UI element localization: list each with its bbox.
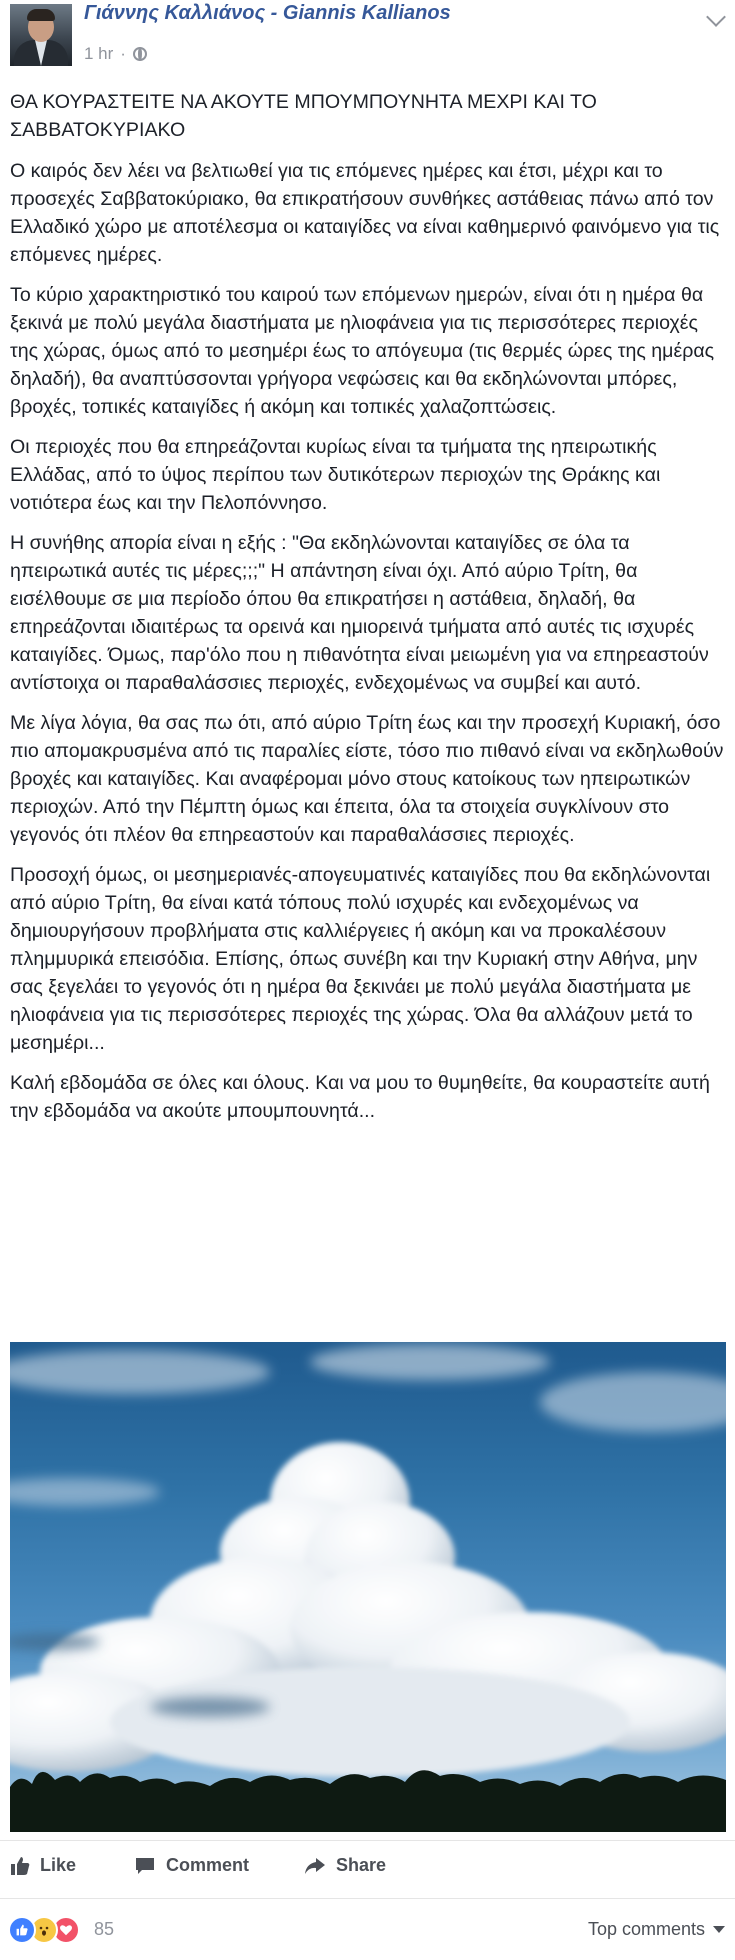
comment-icon: [134, 1856, 156, 1876]
post-paragraph: Οι περιοχές που θα επηρεάζονται κυρίως είναι τα τμήματα της ηπειρωτικής Ελλάδας, από το ύψος περίπου των δυτικότερων περιοχών της Θράκης και νοτιότερα έως και την Πελοπόννησο.: [10, 436, 661, 514]
reaction-count[interactable]: 85: [94, 1919, 115, 1939]
top-comments-dropdown[interactable]: [588, 1919, 725, 1940]
share-button[interactable]: [304, 1855, 386, 1876]
share-arrow-icon: [304, 1856, 326, 1876]
share-label: Share: [336, 1855, 387, 1875]
comment-label: Comment: [166, 1855, 250, 1875]
avatar[interactable]: [10, 4, 72, 66]
post-paragraph: Το κύριο χαρακτηριστικό του καιρού των επόμενων ημερών, είναι ότι η ημέρα θα ξεκινά με πολύ μεγάλα διαστήματα με ηλιοφάνεια για τις περισσότερες περιοχές της χώρας, όμως από το μεσημέρι έως το απόγευμα (τις θερμές ώρες της ημέρας δηλαδή), θα αναπτύσσονται γρήγορα νεφώσεις και θα εκδηλώνονται μπόρες, βροχές, τοπικές καταιγίδες ή ακόμη και τοπικές χαλαζοπτώσεις.: [10, 284, 715, 418]
post-photo[interactable]: [10, 1342, 726, 1832]
cloud-scene: [10, 1342, 726, 1832]
tree-line: [10, 1770, 726, 1832]
post-paragraph: Ο καιρός δεν λέει να βελτιωθεί για τις επόμενες ημέρες και έτσι, μέχρι και το προσεχές Σαββατοκύριακο, θα επικρατήσουν συνθήκες αστάθειας πάνω από τον Ελλαδικό χώρο με αποτέλεσμα οι καταιγίδες να είναι καθημερινό φαινόμενο για τις επόμενες ημέρες.: [10, 160, 720, 266]
reaction-icons[interactable]: [8, 1916, 74, 1944]
like-button[interactable]: [10, 1855, 76, 1876]
post-paragraph: Καλή εβδομάδα σε όλες και όλους. Και να μου το θυμηθείτε, θα κουραστείτε αυτή την εβδομάδα να ακούτε μπουμπουνητά...: [10, 1072, 710, 1122]
avatar-hair: [27, 9, 55, 21]
reactions-bar: [0, 1898, 735, 1960]
globe-icon[interactable]: [133, 47, 147, 61]
post-actions: [0, 1840, 735, 1899]
chevron-down-icon[interactable]: [706, 7, 726, 27]
top-comments-label: Top comments: [587, 1919, 705, 1939]
author-name[interactable]: Γιάννης Καλλιάνος - Giannis Kallianos: [84, 2, 451, 24]
like-reaction-icon: [8, 1916, 36, 1944]
post-body: [10, 88, 728, 1137]
comment-button[interactable]: [134, 1855, 249, 1876]
thumbs-up-icon: [10, 1856, 30, 1876]
post-time[interactable]: 1 hr: [84, 44, 114, 63]
meta-separator: ·: [120, 44, 126, 63]
post-meta: [84, 44, 147, 64]
post-paragraph: Η συνήθης απορία είναι η εξής : "Θα εκδηλώνονται καταιγίδες σε όλα τα ηπειρωτικά αυτές τις μέρες;;;" Η απάντηση είναι όχι. Από αύριο Τρίτη, θα εισέλθουμε σε μια περίοδο όπου θα επικρατήσει η αστάθεια, δηλαδή, θα επηρεάζονται ιδιαιτέρως τα ορεινά και ημιορεινά τμήματα από αυτές τις ισχυρές καταιγίδες. Όμως, παρ'όλο που η πιθανότητα είναι μειωμένη για να επηρεαστούν αντίστοιχα οι παραθαλάσσιες περιοχές, ενδεχομένως να συμβεί και αυτό.: [10, 532, 709, 694]
caret-down-icon: [713, 1926, 725, 1933]
post-paragraph: Με λίγα λόγια, θα σας πω ότι, από αύριο Τρίτη έως και την προσεχή Κυριακή, όσο πιο απομακρυσμένα από τις παραλίες είστε, τόσο πιο πιθανό είναι να εκδηλωθούν βροχές και καταιγίδες. Και αναφέρομαι μόνο στους κατοίκους των ηπειρωτικών περιοχών. Από την Πέμπτη όμως και έπειτα, όλα τα στοιχεία συγκλίνουν στο γεγονός ότι πλέον θα επηρεαστούν και παραθαλάσσιες περιοχές.: [10, 712, 724, 846]
post-title: ΘΑ ΚΟΥΡΑΣΤΕΙΤΕ ΝΑ ΑΚΟΥΤΕ ΜΠΟΥΜΠΟΥΝΗΤΑ ΜΕΧΡΙ ΚΑΙ ΤΟ ΣΑΒΒΑΤΟΚΥΡΙΑΚΟ: [10, 91, 597, 141]
post-paragraph: Προσοχή όμως, οι μεσημεριανές-απογευματινές καταιγίδες που θα εκδηλώνονται από αύριο Τρίτη, θα είναι κατά τόπους πολύ ισχυρές και ενδεχομένως να δημιουργήσουν προβλήματα στις καλλιέργειες ή ακόμη και να προκαλέσουν πλημμυρικά επεισόδια. Επίσης, όπως συνέβη και την Κυριακή στην Αθήνα, μην σας ξεγελάει το γεγονός ότι η ημέρα θα ξεκινάει με πολύ μεγάλα διαστήματα με ηλιοφάνεια για τις περισσότερες περιοχές της χώρας. Όλα θα αλλάζουν μετά το μεσημέρι...: [10, 864, 711, 1054]
like-label: Like: [40, 1855, 77, 1875]
post-header: [0, 0, 735, 80]
